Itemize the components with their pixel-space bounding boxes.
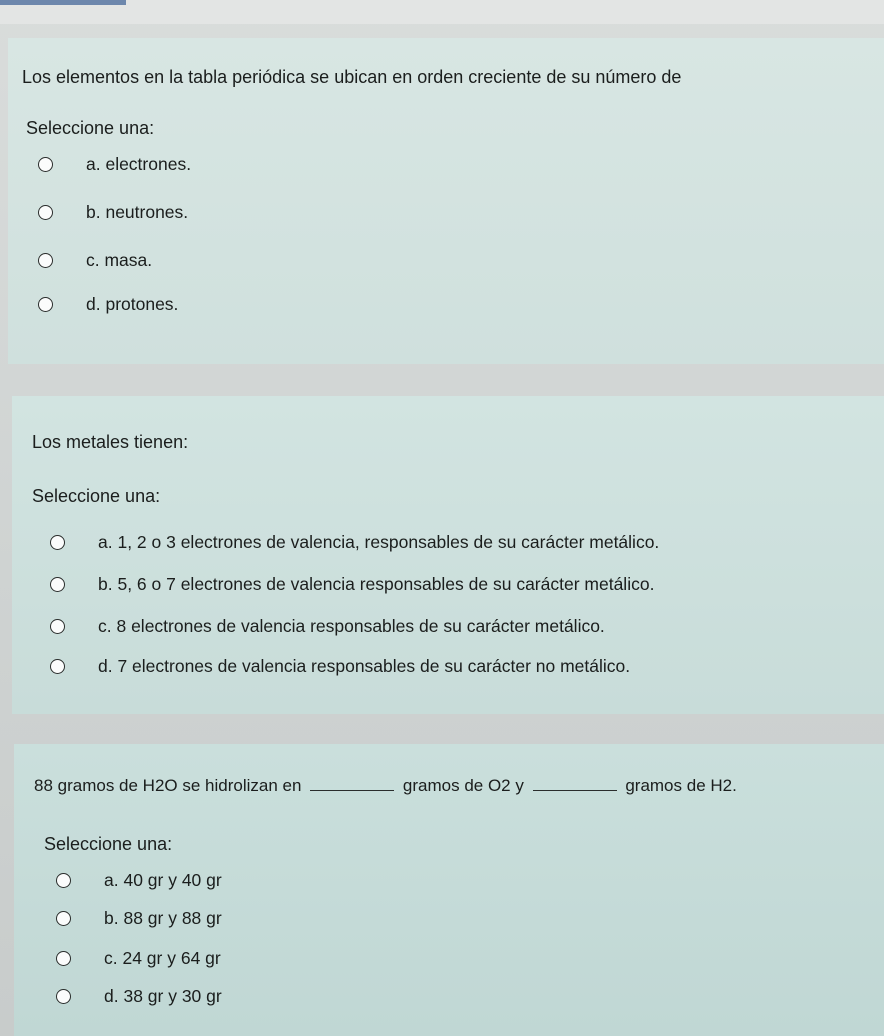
radio-button[interactable]	[50, 535, 65, 550]
option-d[interactable]	[38, 292, 178, 316]
radio-button[interactable]	[56, 873, 71, 888]
question-text-part-1: 88 gramos de H2O se hidrolizan en	[34, 776, 302, 795]
question-3	[14, 744, 884, 1036]
question-text: Los metales tienen:	[32, 432, 189, 452]
option-a[interactable]	[38, 152, 191, 176]
top-accent-bar	[0, 0, 126, 5]
select-prompt: Seleccione una:	[44, 834, 173, 854]
question-text-part-2: gramos de O2 y	[402, 776, 524, 795]
radio-button[interactable]	[56, 989, 71, 1004]
top-strip	[0, 0, 884, 24]
radio-button[interactable]	[38, 157, 53, 172]
radio-button[interactable]	[50, 659, 65, 674]
option-c[interactable]	[38, 248, 152, 272]
option-label: b. 5, 6 o 7 electrones de valencia responsables de su carácter metálico.	[98, 573, 655, 594]
select-prompt: Seleccione una:	[32, 486, 161, 506]
option-label: b. 88 gr y 88 gr	[104, 907, 222, 928]
option-a[interactable]	[56, 868, 222, 892]
option-label: a. 40 gr y 40 gr	[104, 869, 222, 890]
option-d[interactable]	[56, 984, 222, 1008]
radio-button[interactable]	[56, 911, 71, 926]
radio-button[interactable]	[38, 253, 53, 268]
option-c[interactable]	[56, 946, 221, 970]
option-label: b. neutrones.	[86, 201, 189, 222]
radio-button[interactable]	[38, 205, 53, 220]
radio-button[interactable]	[50, 577, 65, 592]
option-label: d. 7 electrones de valencia responsables de su carácter no metálico.	[98, 655, 631, 676]
radio-button[interactable]	[56, 951, 71, 966]
question-text-part-3: gramos de H2.	[625, 776, 737, 795]
option-label: d. 38 gr y 30 gr	[104, 985, 222, 1006]
option-a[interactable]	[50, 530, 659, 554]
answer-blank-2	[533, 776, 617, 791]
select-prompt: Seleccione una:	[26, 118, 155, 138]
radio-button[interactable]	[38, 297, 53, 312]
radio-button[interactable]	[50, 619, 65, 634]
option-d[interactable]	[50, 654, 630, 678]
question-1	[8, 38, 884, 364]
option-label: c. 24 gr y 64 gr	[104, 947, 221, 968]
option-b[interactable]	[50, 572, 654, 596]
option-label: a. 1, 2 o 3 electrones de valencia, responsables de su carácter metálico.	[98, 531, 660, 552]
option-label: d. protones.	[86, 293, 179, 314]
option-label: a. electrones.	[86, 153, 192, 174]
option-c[interactable]	[50, 614, 605, 638]
option-b[interactable]	[38, 200, 188, 224]
option-label: c. 8 electrones de valencia responsables de su carácter metálico.	[98, 615, 605, 636]
option-label: c. masa.	[86, 249, 153, 270]
question-2	[12, 396, 884, 714]
option-b[interactable]	[56, 906, 222, 930]
answer-blank-1	[310, 776, 394, 791]
question-text	[34, 776, 737, 796]
question-text: Los elementos en la tabla periódica se ubican en orden creciente de su número de	[22, 67, 682, 87]
